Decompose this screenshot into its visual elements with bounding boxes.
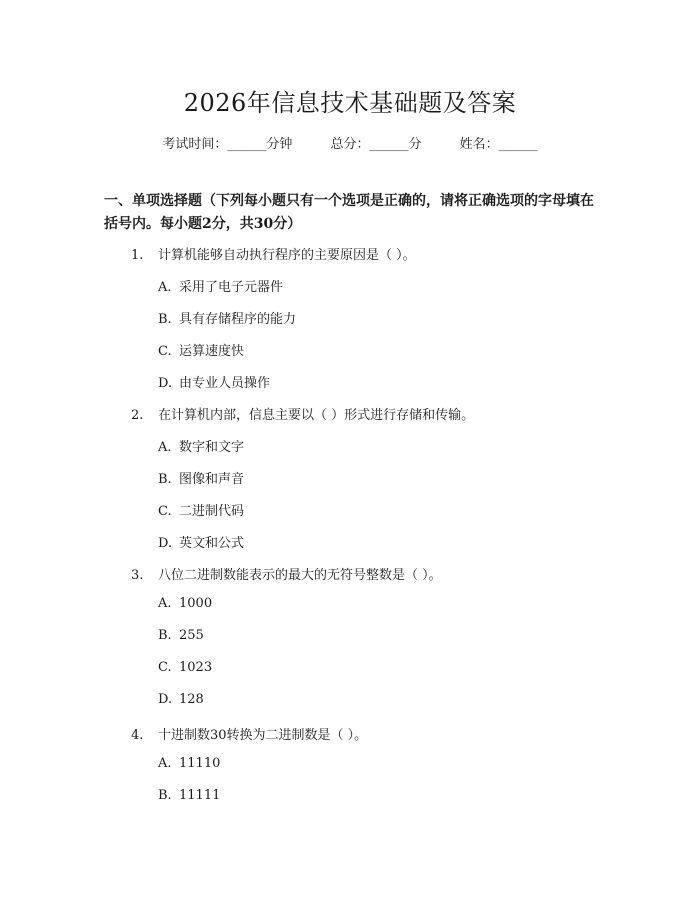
option-text: 采用了电子元器件 bbox=[179, 280, 284, 295]
option-letter: C. bbox=[158, 504, 172, 519]
option-letter: B. bbox=[158, 628, 172, 643]
page-title: 2026年信息技术基础题及答案 bbox=[183, 89, 517, 117]
option-d bbox=[158, 692, 204, 707]
option-c bbox=[158, 340, 244, 359]
option-letter: D. bbox=[158, 692, 173, 707]
question-number: 2. bbox=[131, 408, 144, 423]
option-text: 图像和声音 bbox=[179, 472, 245, 487]
option-letter: B. bbox=[158, 312, 172, 327]
question-text: 计算机能够自动执行程序的主要原因是（ ）。 bbox=[158, 248, 416, 263]
option-text: 数字和文字 bbox=[179, 440, 245, 455]
option-b bbox=[158, 468, 244, 487]
option-d bbox=[158, 372, 270, 391]
option-letter: D. bbox=[158, 536, 173, 551]
option-d bbox=[158, 532, 244, 551]
question-1 bbox=[131, 244, 416, 263]
option-text: 运算速度快 bbox=[179, 344, 245, 359]
option-b bbox=[158, 308, 296, 327]
question-text: 十进制数30转换为二进制数是（ ）。 bbox=[158, 728, 368, 743]
question-3 bbox=[131, 564, 442, 583]
option-text: 英文和公式 bbox=[179, 536, 245, 551]
option-letter: B. bbox=[158, 788, 172, 803]
option-letter: A. bbox=[158, 440, 172, 455]
option-a bbox=[158, 596, 212, 611]
option-text: 255 bbox=[179, 628, 204, 643]
option-b bbox=[158, 788, 220, 803]
option-letter: A. bbox=[158, 596, 172, 611]
option-text: 二进制代码 bbox=[179, 504, 245, 519]
name-field: 姓名：______ bbox=[459, 137, 538, 152]
option-text: 由专业人员操作 bbox=[179, 376, 271, 391]
option-letter: A. bbox=[158, 280, 172, 295]
question-text: 在计算机内部，信息主要以（ ）形式进行存储和传输。 bbox=[158, 408, 475, 423]
option-text: 128 bbox=[179, 692, 204, 707]
option-text: 1000 bbox=[179, 596, 213, 611]
option-a bbox=[158, 436, 244, 455]
option-text: 1023 bbox=[179, 660, 213, 675]
option-text: 11110 bbox=[179, 756, 221, 771]
option-letter: C. bbox=[158, 660, 172, 675]
option-c bbox=[158, 660, 212, 675]
option-letter: A. bbox=[158, 756, 172, 771]
option-a bbox=[158, 276, 283, 295]
exam-time-field: 考试时间：______分钟 bbox=[162, 137, 293, 152]
question-number: 1. bbox=[131, 248, 144, 263]
total-score-field: 总分：______分 bbox=[330, 137, 422, 152]
option-a bbox=[158, 756, 220, 771]
option-letter: B. bbox=[158, 472, 172, 487]
question-text: 八位二进制数能表示的最大的无符号整数是（ ）。 bbox=[158, 568, 442, 583]
option-text: 具有存储程序的能力 bbox=[179, 312, 297, 327]
question-2 bbox=[131, 404, 474, 423]
option-c bbox=[158, 500, 244, 519]
question-4 bbox=[131, 724, 367, 743]
option-b bbox=[158, 628, 204, 643]
question-number: 3. bbox=[131, 568, 144, 583]
section-heading: 一、单项选择题（下列每小题只有一个选项是正确的，请将正确选项的字母填在括号内。每小题2分，共30分） bbox=[104, 193, 594, 232]
exam-info bbox=[0, 133, 700, 152]
question-number: 4. bbox=[131, 728, 144, 743]
option-letter: C. bbox=[158, 344, 172, 359]
option-text: 11111 bbox=[179, 788, 221, 803]
option-letter: D. bbox=[158, 376, 173, 391]
